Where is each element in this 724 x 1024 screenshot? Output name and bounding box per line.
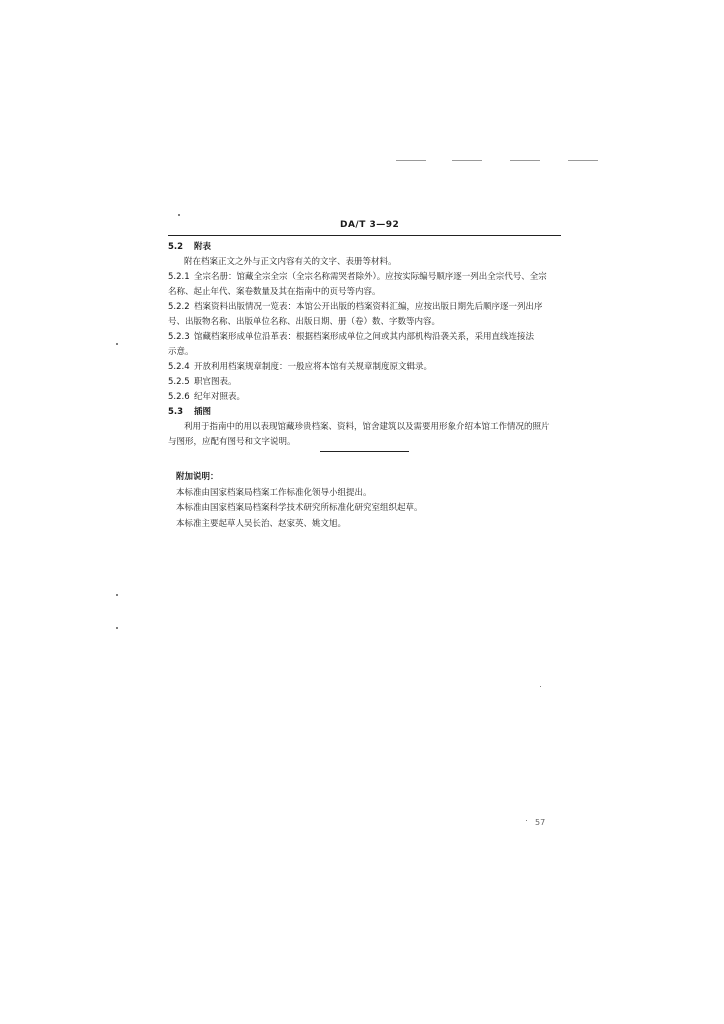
list-item: 5.2.5 职官图表。 <box>168 377 237 387</box>
header-rule <box>168 235 561 236</box>
list-item: 5.2.2 档案资料出版情况一览表：本馆公开出版的档案资料汇编，应按出版日期先后顺序逐一列出序 <box>168 302 543 312</box>
scan-speck <box>116 343 118 345</box>
scan-speck <box>116 594 118 596</box>
section-heading: 5.2 附表 <box>168 242 212 252</box>
list-item-continuation: 号、出版物名称、出版单位名称、出版日期、册（卷）数、字数等内容。 <box>168 317 441 327</box>
notes-title: 附加说明： <box>176 472 219 482</box>
list-item: 5.2.1 全宗名册：馆藏全宗全宗（全宗名称需哭者除外）。应按实际编号顺序逐一列出全宗代号、全宗 <box>168 272 547 282</box>
paragraph: 附在档案正文之外与正文内容有关的文字、表册等材料。 <box>184 257 397 267</box>
list-item: 5.2.6 纪年对照表。 <box>168 392 246 402</box>
scan-speck <box>116 627 118 629</box>
section-heading: 5.3 插图 <box>168 407 212 417</box>
page-number: 57 <box>535 818 546 827</box>
notes-line: 本标准由国家档案局档案工作标准化领导小组提出。 <box>176 487 372 498</box>
scan-speck <box>540 686 541 687</box>
standard-code: DA/T 3—92 <box>340 220 400 230</box>
scan-mark <box>452 160 482 161</box>
scan-mark <box>510 160 540 161</box>
list-item: 5.2.3 馆藏档案形成单位沿革表：根据档案形成单位之间或其内部机构沿袭关系，采用直线连接法 <box>168 332 535 342</box>
notes-line: 本标准由国家档案局档案科学技术研究所标准化研究室组织起草。 <box>176 503 423 513</box>
scan-mark <box>568 160 598 161</box>
list-item-continuation: 示意。 <box>168 347 194 357</box>
scan-mark <box>396 160 426 161</box>
list-item: 5.2.4 开放利用档案规章制度：一般应将本馆有关规章制度原文辑录。 <box>168 362 433 372</box>
notes-line: 本标准主要起草人吴长治、赵家英、姚文旭。 <box>176 518 347 529</box>
end-divider <box>320 451 409 452</box>
paragraph: 利用于指南中的用以表现馆藏珍贵档案、资料，馆舍建筑以及需要用形象介绍本馆工作情况的照片 <box>184 422 550 432</box>
list-item-continuation: 名称、起止年代、案卷数量及其在指南中的页号等内容。 <box>168 287 381 297</box>
scan-speck <box>178 214 180 216</box>
scan-speck <box>526 820 527 821</box>
additional-notes <box>176 470 423 532</box>
paragraph-continuation: 与图形，应配有图号和文字说明。 <box>168 437 296 447</box>
